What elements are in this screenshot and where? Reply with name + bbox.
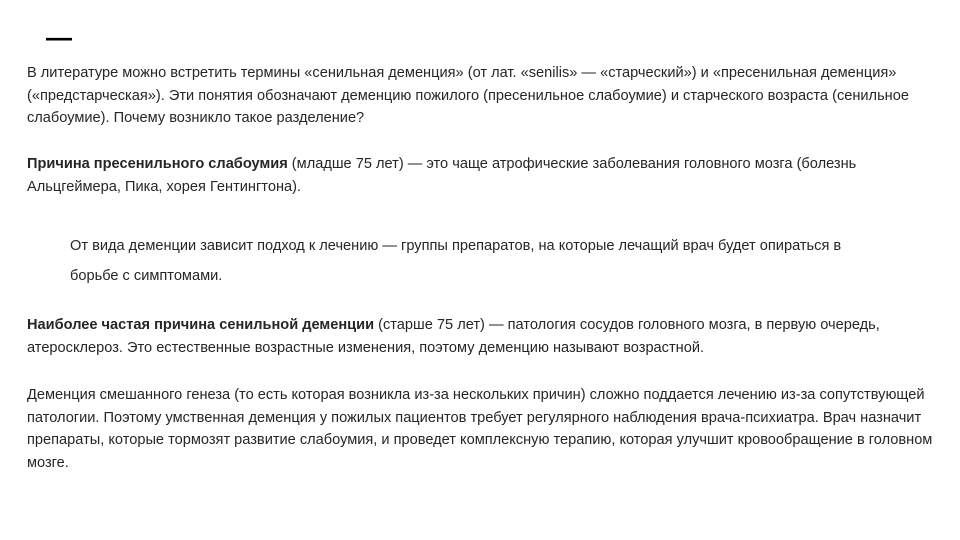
paragraph-mixed-dementia: Деменция смешанного генеза (то есть которая возникла из-за нескольких причин) сложно поддается лечению из-за сопутствующей патологии. Поэтому умственная деменция у пожилых пациентов требует регулярного наблюдения врача-психиатра. Врач назначит препараты, которые тормозят развитие слабоумия, и проведет комплексную терапию, которая улучшит кровообращение в головном мозге. (27, 387, 933, 471)
senile-cause-heading: Наиболее частая причина сенильной деменции (27, 317, 375, 333)
senile-cause-text: (старше 75 лет) — патология сосудов головного мозга, в первую очередь, атеросклероз. Это естественные возрастные изменения, поэтому деменцию называют возрастной. (27, 317, 880, 356)
paragraph-treatment-approach: От вида деменции зависит подход к лечению — группы препаратов, на которые лечащий врач будет опираться в борьбе с симптомами. (70, 238, 842, 284)
slide-title: — (46, 22, 72, 52)
paragraph-senile-cause (27, 314, 937, 359)
presenile-cause-heading: Причина пресенильного слабоумия (27, 156, 288, 172)
paragraph-terms: В литературе можно встретить термины «сенильная деменция» (от лат. «senilis» — «старческий») и «пресенильная деменция» («предстарческая»). Эти понятия обозначают деменцию пожилого (пресенильное слабоумие) и старческого возраста (сенильное слабоумие). Почему возникло такое разделение? (27, 65, 909, 127)
paragraph-presenile-cause (27, 153, 937, 198)
presenile-cause-text: (младше 75 лет) — это чаще атрофические заболевания головного мозга (болезнь Альцгеймера, Пика, хорея Гентингтона). (27, 156, 857, 195)
